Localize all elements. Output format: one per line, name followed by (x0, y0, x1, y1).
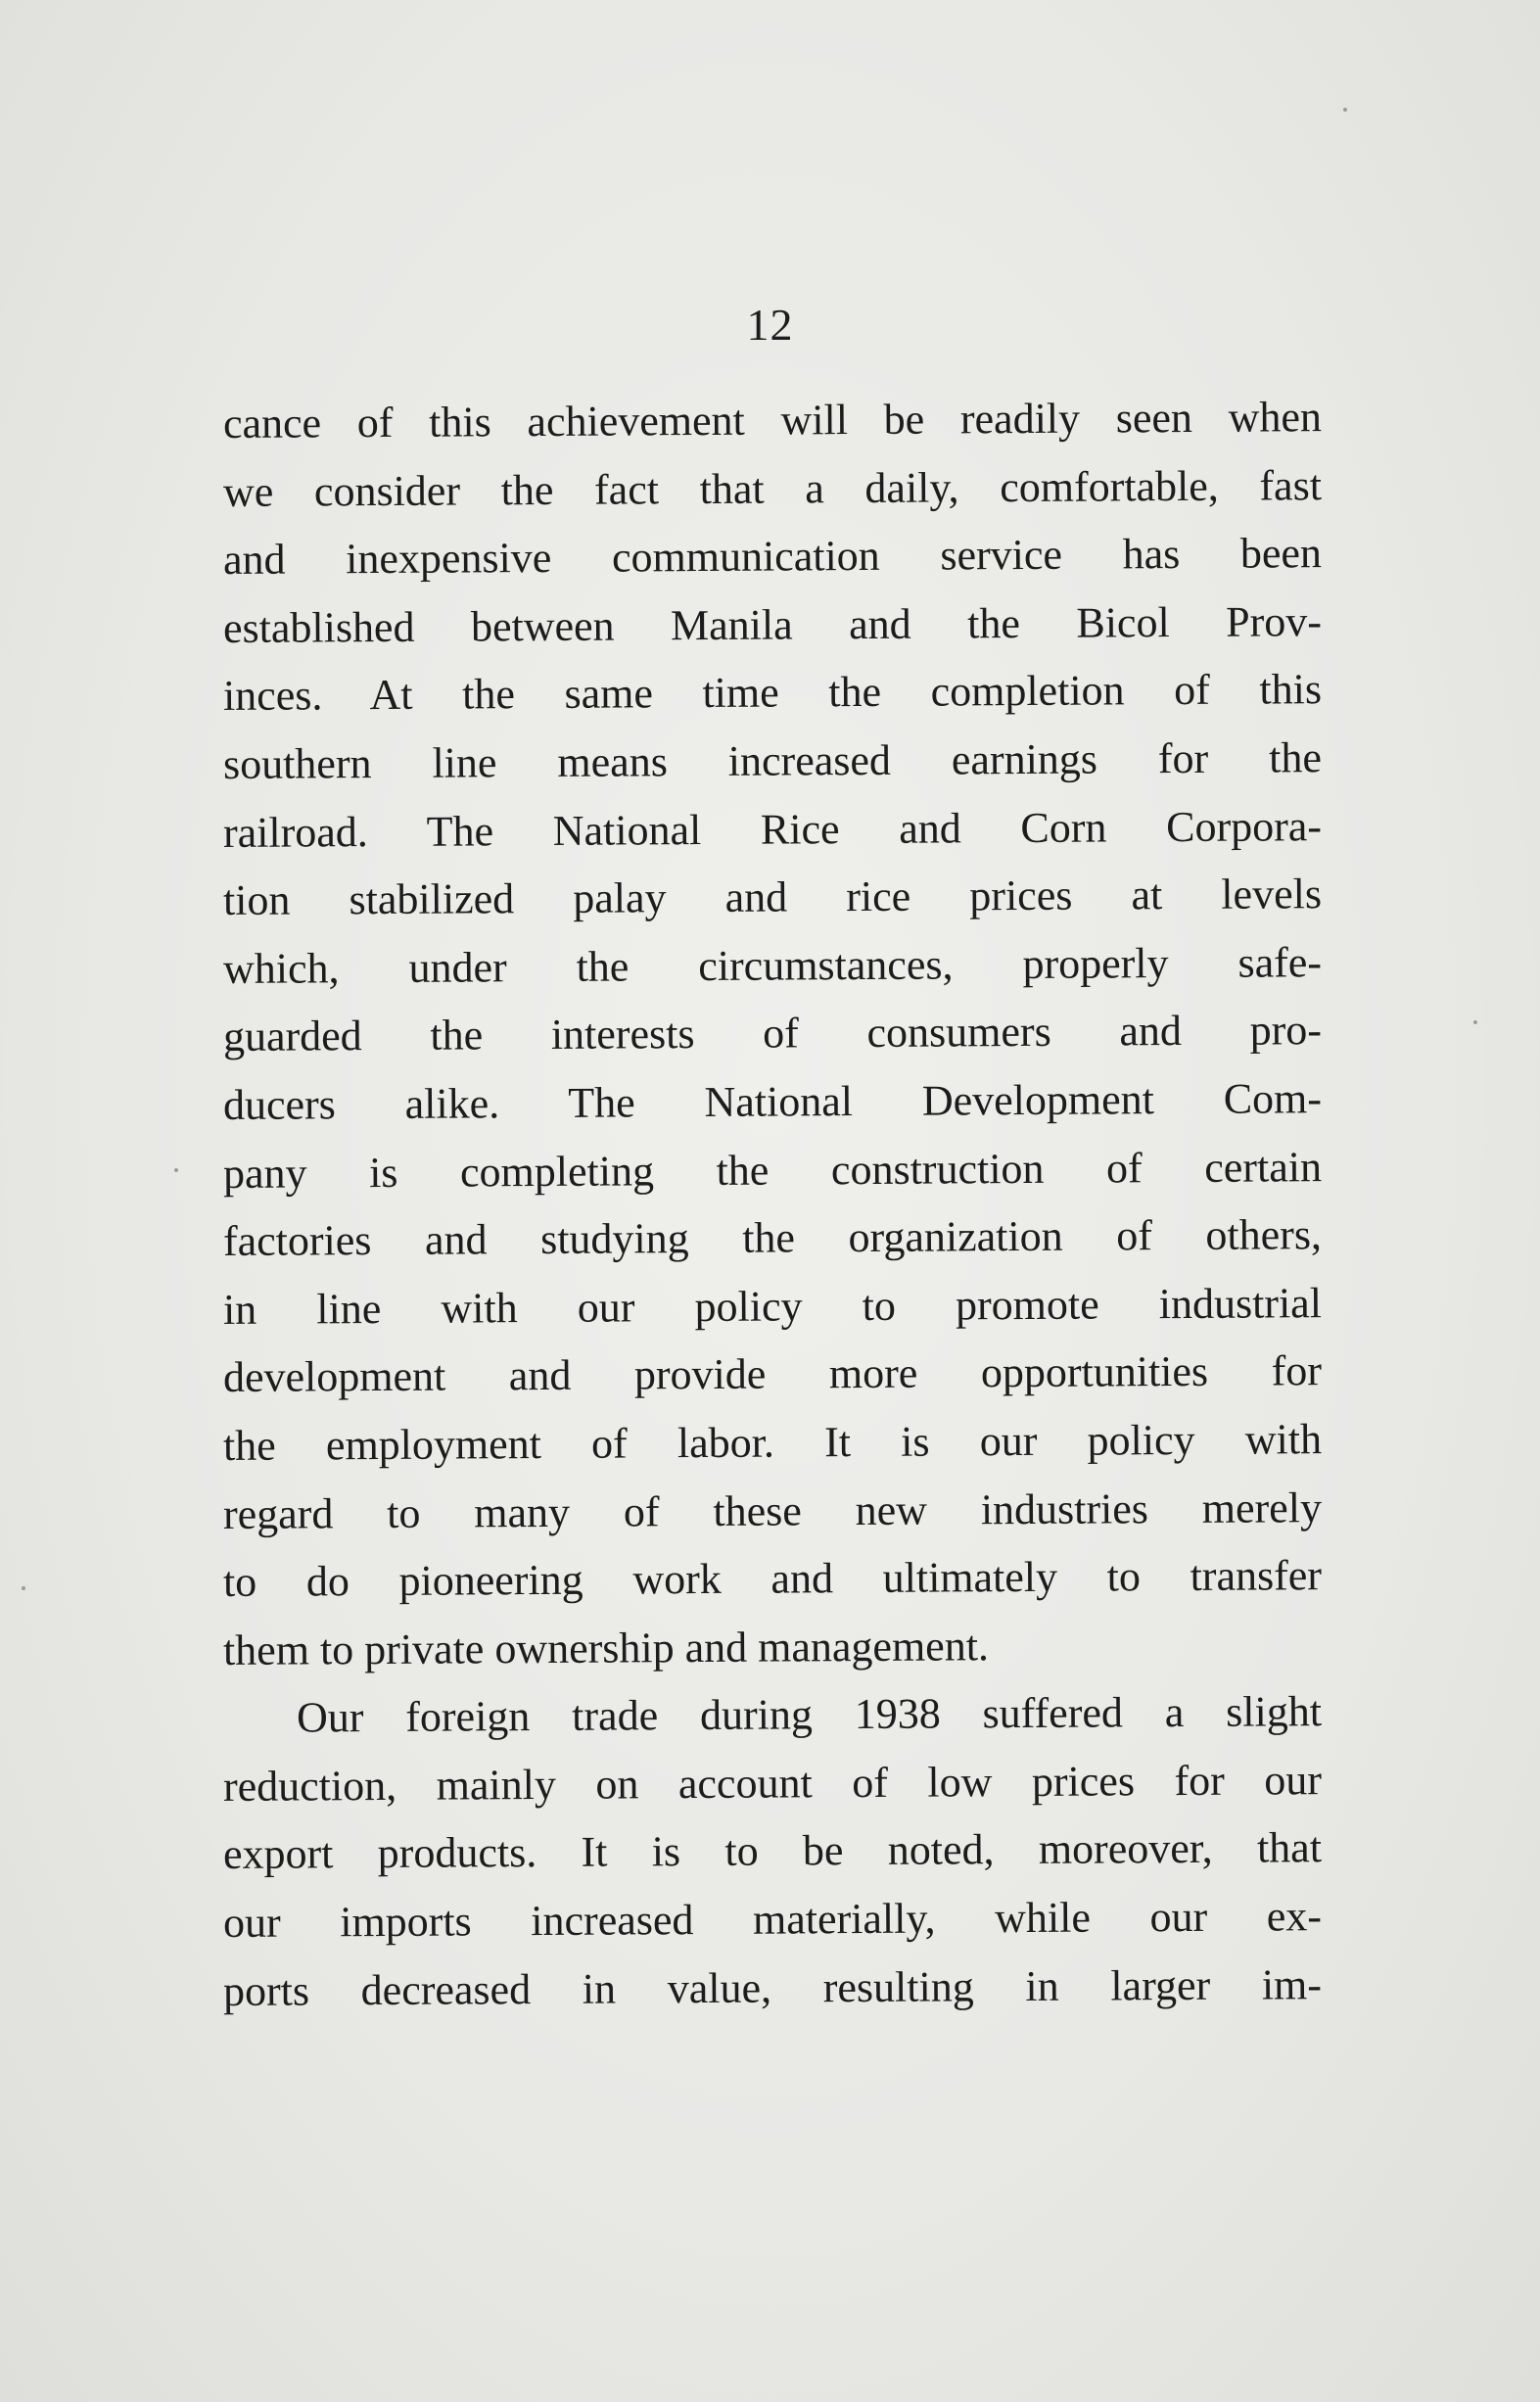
text-line: southern line means increased earnings for the (222, 733, 1323, 788)
text-line: cance of this achievement will be readily seen when (222, 393, 1323, 447)
paragraph-2 (223, 1684, 1322, 2025)
text-line: which, under the circumstances, properly safe- (222, 937, 1323, 993)
text-line: development and provide more opportunities for (222, 1346, 1323, 1402)
paper-speck (22, 1586, 25, 1590)
text-line: our imports increased materially, while our ex- (222, 1892, 1323, 1948)
text-line: we consider the fact that a daily, comfortable, fast (222, 460, 1323, 516)
text-line: factories and studying the organization of others, (222, 1210, 1323, 1266)
text-line: established between Manila and the Bicol Prov- (222, 596, 1323, 652)
text-line: inces. At the same time the completion of this (222, 665, 1323, 721)
paper-speck (1473, 1020, 1477, 1024)
text-line: to do pioneering work and ultimately to transfer (222, 1551, 1323, 1607)
page-number: 12 (746, 300, 794, 350)
paragraph-1 (223, 390, 1322, 1684)
text-line: regard to many of these new industries merely (222, 1483, 1323, 1538)
paper-speck (174, 1168, 178, 1172)
text-line: export products. It is to be noted, moreover, that (222, 1823, 1323, 1879)
text-line: the employment of labor. It is our policy with (222, 1415, 1323, 1470)
text-line: guarded the interests of consumers and pro- (222, 1006, 1323, 1061)
text-line: reduction, mainly on account of low prices for our (222, 1756, 1323, 1811)
text-line: tion stabilized palay and rice prices at levels (222, 870, 1323, 925)
text-line: in line with our policy to promote industrial (222, 1278, 1323, 1334)
text-line: them to private ownership and management. (222, 1621, 990, 1674)
text-line: pany is completing the construction of certain (222, 1142, 1323, 1198)
body-text (223, 390, 1322, 2025)
text-line: railroad. The National Rice and Corn Corpora- (222, 801, 1323, 857)
text-line: ducers alike. The National Development Com- (222, 1074, 1323, 1129)
text-line: ports decreased in value, resulting in larger im- (222, 1959, 1323, 2015)
text-line: Our foreign trade during 1938 suffered a slight (296, 1687, 1323, 1742)
text-line: and inexpensive communication service has been (222, 529, 1323, 585)
paper-speck (1343, 108, 1347, 112)
